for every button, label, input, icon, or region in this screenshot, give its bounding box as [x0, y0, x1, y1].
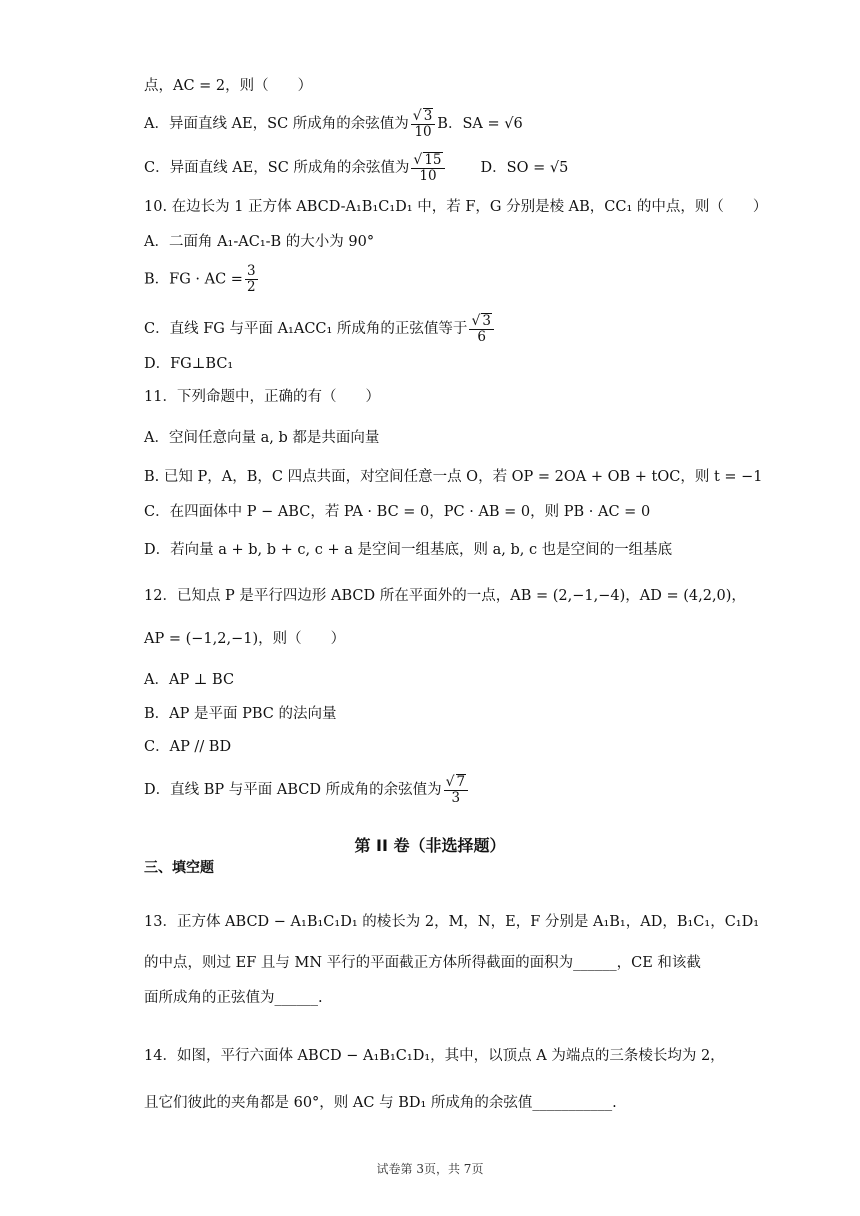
q10-option-d: D．FG⊥BC₁	[144, 356, 234, 372]
q10-option-c	[144, 313, 496, 345]
q11-option-b: B. 已知 P，A，B，C 四点共面，对空间任意一点 O，若 OP = 2OA + OB + tOC，则 t = −1	[144, 469, 763, 485]
q9-tail: 点，AC = 2，则（ ）	[144, 78, 313, 94]
q13-line1: 13．正方体 ABCD − A₁B₁C₁D₁ 的棱长为 2，M，N，E，F 分别是 A₁B₁，AD，B₁C₁，C₁D₁	[144, 914, 760, 930]
q9-a-fraction: $\frac{√ 3}{10}$	[411, 108, 436, 140]
q13-line2: 的中点，则过 EF 且与 MN 平行的平面截正方体所得截面的面积为______，CE 和该截	[144, 955, 701, 971]
part2-title: 第 II 卷（非选择题）	[354, 836, 506, 855]
q11-option-d: D．若向量 a + b, b + c, c + a 是空间一组基底，则 a, b, c 也是空间的一组基底	[144, 542, 673, 558]
q9-option-c	[144, 152, 568, 184]
q10-option-b	[144, 264, 260, 295]
section-heading: 三、填空题	[144, 860, 214, 876]
q14-line2: 且它们彼此的夹角都是 60°，则 AC 与 BD₁ 所成角的余弦值___________.	[144, 1095, 617, 1111]
q10-b-fraction: $\frac{3}{2}$	[246, 263, 256, 295]
q12-option-b: B．AP 是平面 PBC 的法向量	[144, 706, 337, 722]
q11-option-a: A．空间任意向量 a, b 都是共面向量	[144, 430, 380, 446]
q10-b-text: B．FG · AC =	[144, 271, 243, 288]
q12-option-a: A．AP ⊥ BC	[144, 672, 235, 688]
q10-stem: 10. 在边长为 1 正方体 ABCD-A₁B₁C₁D₁ 中，若 F，G 分别是棱 AB，CC₁ 的中点，则（ ）	[144, 199, 768, 215]
page-footer: 试卷第 3页，共 7页	[376, 1162, 484, 1176]
q12-d-fraction: $\frac{√ 7}{3}$	[444, 774, 469, 806]
q13-line3: 面所成角的正弦值为______.	[144, 990, 323, 1006]
q14-line1: 14．如图，平行六面体 ABCD − A₁B₁C₁D₁，其中，以顶点 A 为端点的三条棱长均为 2，	[144, 1048, 725, 1064]
q9-option-b: B．SA = √6	[437, 116, 523, 132]
q9-c-text: C．异面直线 AE，SC 所成角的余弦值为	[144, 160, 410, 176]
q11-stem: 11．下列命题中，正确的有（ ）	[144, 389, 380, 405]
q11-option-c: C．在四面体中 P − ABC，若 PA · BC = 0，PC · AB = 0，则 PB · AC = 0	[144, 504, 651, 520]
q9-a-text: A．异面直线 AE，SC 所成角的余弦值为	[144, 116, 409, 132]
q9-option-a	[144, 108, 523, 140]
q12-d-text: D．直线 BP 与平面 ABCD 所成角的余弦值为	[144, 782, 442, 798]
q9-option-d: D．SO = √5	[480, 160, 569, 176]
q12-stem-line1: 12．已知点 P 是平行四边形 ABCD 所在平面外的一点，AB = (2,−1,−4)，AD = (4,2,0)，	[144, 588, 746, 604]
q12-option-c: C．AP // BD	[144, 739, 232, 755]
q9-c-fraction: $\frac{√ 15}{10}$	[411, 152, 444, 184]
q10-c-fraction: $\frac{√ 3}{6}$	[469, 313, 494, 345]
q12-stem-line2: AP = (−1,2,−1)，则（ ）	[144, 631, 346, 647]
q10-c-text: C．直线 FG 与平面 A₁ACC₁ 所成角的正弦值等于	[144, 321, 468, 337]
q12-option-d	[144, 774, 470, 806]
q10-option-a: A．二面角 A₁-AC₁-B 的大小为 90°	[144, 234, 375, 250]
